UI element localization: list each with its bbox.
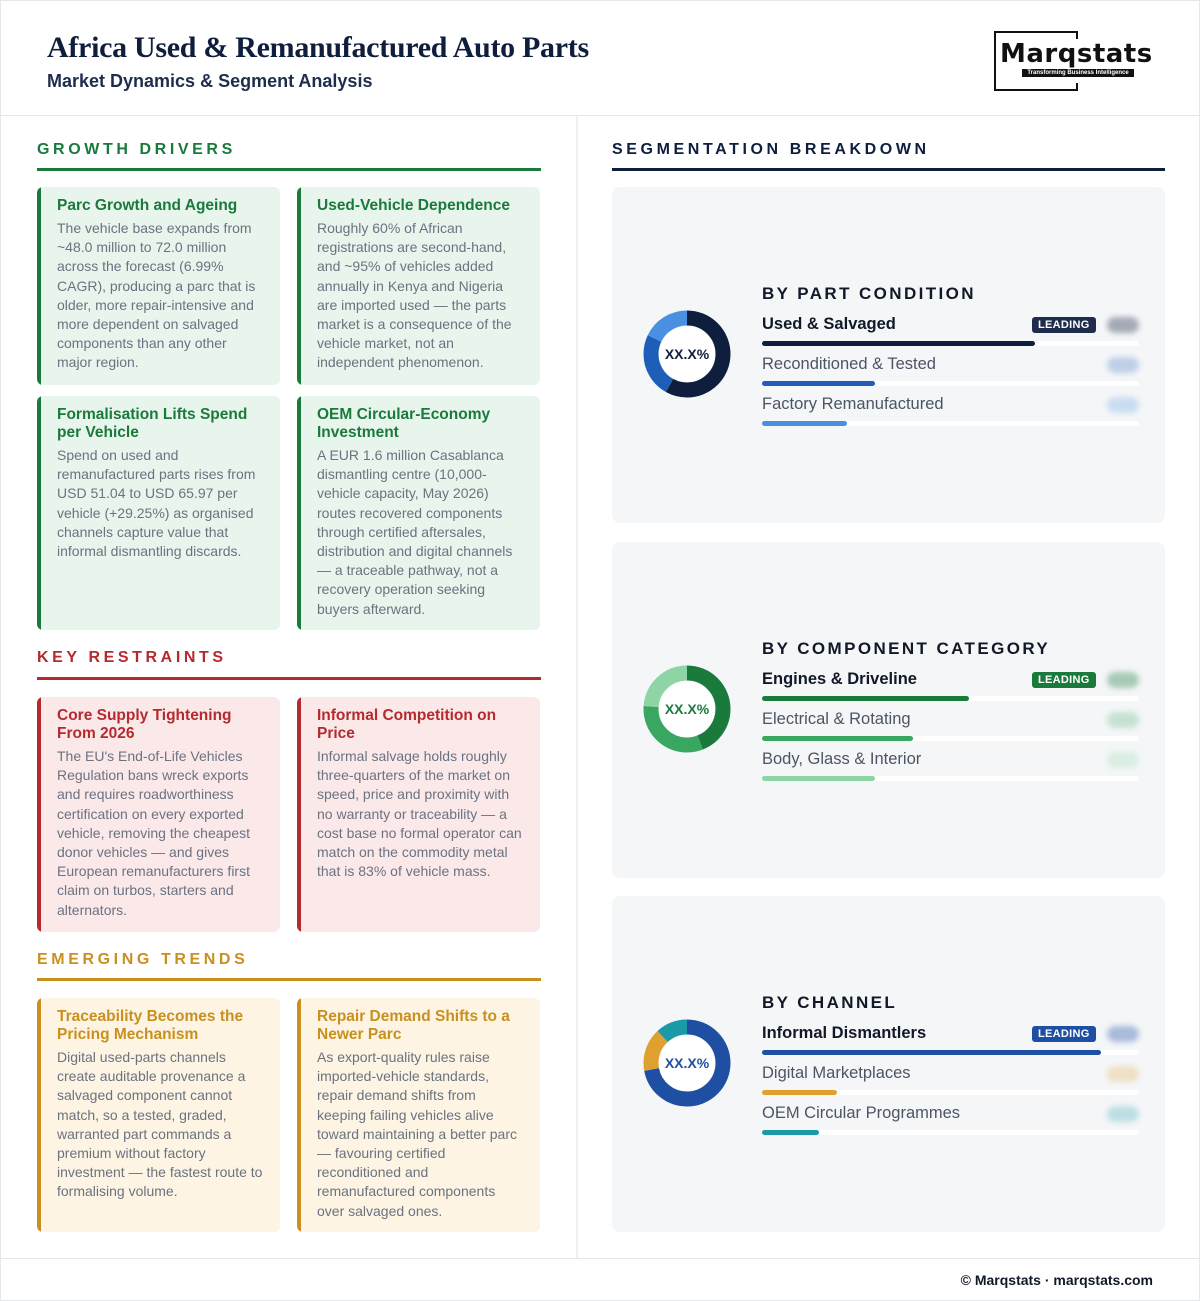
footer-rule xyxy=(1,1258,1200,1259)
segment-row xyxy=(762,710,1139,740)
driver-card-parc-growth xyxy=(37,187,280,385)
donut-center-label: XX.X% xyxy=(664,346,710,362)
card-title: Parc Growth and Ageing xyxy=(57,197,238,214)
trend-card-repair-demand xyxy=(297,998,540,1232)
segment-panel-title: BY COMPONENT CATEGORY xyxy=(762,639,1051,658)
segment-panel-channel xyxy=(612,896,1165,1232)
share-bar-fill xyxy=(762,736,913,741)
driver-card-oem-circular xyxy=(297,396,540,630)
segment-label: Reconditioned & Tested xyxy=(762,355,936,373)
donut-chart xyxy=(642,1018,732,1108)
segmentation-heading: SEGMENTATION BREAKDOWN xyxy=(612,141,930,158)
segment-panel-part-condition xyxy=(612,187,1165,523)
key-restraints-heading: KEY RESTRAINTS xyxy=(37,649,227,666)
segment-row xyxy=(762,315,1139,345)
share-bar-track xyxy=(762,421,1139,426)
driver-card-used-vehicle xyxy=(297,187,540,385)
segment-label: Engines & Driveline xyxy=(762,670,917,688)
segment-label: Electrical & Rotating xyxy=(762,710,911,728)
card-body: Spend on used and remanufactured parts rises from USD 51.04 to USD 65.97 per vehicle (+29.25%) as organised channels capture value that informal dismantling discards. xyxy=(57,447,256,560)
redacted-value xyxy=(1107,752,1139,768)
donut-center-label: XX.X% xyxy=(664,701,710,717)
redacted-value xyxy=(1107,317,1139,333)
share-bar-track xyxy=(762,736,1139,741)
redacted-value xyxy=(1107,672,1139,688)
trend-card-traceability xyxy=(37,998,280,1232)
share-bar-fill xyxy=(762,776,875,781)
segment-row xyxy=(762,1024,1139,1054)
page-title: Africa Used & Remanufactured Auto Parts xyxy=(47,31,589,64)
card-title: Used-Vehicle Dependence xyxy=(317,197,510,214)
segment-row xyxy=(762,670,1139,700)
restraint-card-core-supply xyxy=(37,697,280,932)
driver-card-formalisation xyxy=(37,396,280,630)
page-subtitle: Market Dynamics & Segment Analysis xyxy=(47,71,373,91)
donut-center-label: XX.X% xyxy=(664,1055,710,1071)
card-title: Core Supply Tightening From 2026 xyxy=(57,707,232,742)
share-bar-track xyxy=(762,381,1139,386)
emerging-trends-rule xyxy=(37,978,541,981)
card-body: Digital used-parts channels create auditable provenance a salvaged component cannot match, so a tested, graded, warranted part commands a premium without factory investment — the fastest route to formalising volume. xyxy=(57,1049,263,1200)
segment-label: Digital Marketplaces xyxy=(762,1064,911,1082)
leading-badge: LEADING xyxy=(1032,1026,1096,1042)
card-body: The vehicle base expands from ~48.0 million to 72.0 million across the forecast (6.99% CAGR), producing a parc that is older, more repair-intensive and more dependent on salvaged components than any other major region. xyxy=(57,220,256,371)
segment-label: Informal Dismantlers xyxy=(762,1024,927,1042)
share-bar-fill xyxy=(762,1130,819,1135)
redacted-value xyxy=(1107,1066,1139,1082)
segmentation-rule xyxy=(612,168,1165,171)
card-title: Traceability Becomes the Pricing Mechanism xyxy=(57,1008,244,1043)
share-bar-fill xyxy=(762,1050,1101,1055)
share-bar-track xyxy=(762,1130,1139,1135)
marqstats-logo xyxy=(994,31,1158,91)
card-title: OEM Circular-Economy Investment xyxy=(317,406,491,441)
share-bar-fill xyxy=(762,421,847,426)
growth-drivers-rule xyxy=(37,168,541,171)
restraint-card-informal-competition xyxy=(297,697,540,932)
card-body: Informal salvage holds roughly three-quarters of the market on speed, price and proximity with no warranty or traceability — a cost base no formal operator can match on the commodity metal that is 83% of vehicle mass. xyxy=(317,748,522,880)
leading-badge: LEADING xyxy=(1032,317,1096,333)
redacted-value xyxy=(1107,397,1139,413)
redacted-value xyxy=(1107,1026,1139,1042)
share-bar-track xyxy=(762,1090,1139,1095)
segment-row xyxy=(762,355,1139,385)
share-bar-track xyxy=(762,696,1139,701)
card-body: As export-quality rules raise imported-vehicle standards, repair demand shifts from keeping failing vehicles alive toward maintaining a better parc — favouring certified reconditioned and remanufactured components over salvaged ones. xyxy=(317,1049,517,1219)
card-title: Repair Demand Shifts to a Newer Parc xyxy=(317,1008,510,1043)
card-body: A EUR 1.6 million Casablanca dismantling centre (10,000-vehicle capacity, May 2026) routes recovered components through certified aftersales, distribution and digital channels — a traceable pathway, not a recovery operation seeking buyers afterward. xyxy=(317,447,513,617)
segment-row xyxy=(762,395,1139,425)
share-bar-track xyxy=(762,776,1139,781)
share-bar-track xyxy=(762,1050,1139,1055)
segment-label: OEM Circular Programmes xyxy=(762,1104,961,1122)
leading-badge: LEADING xyxy=(1032,672,1096,688)
share-bar-track xyxy=(762,341,1139,346)
header xyxy=(1,1,1200,116)
segment-row xyxy=(762,1104,1139,1134)
footer-credit: © Marqstats · marqstats.com xyxy=(960,1272,1153,1288)
donut-chart xyxy=(642,309,732,399)
growth-drivers-heading: GROWTH DRIVERS xyxy=(37,141,236,158)
donut-chart xyxy=(642,664,732,754)
logo-frame-tick-bottom xyxy=(1076,83,1078,91)
key-restraints-rule xyxy=(37,677,541,680)
segment-row xyxy=(762,1064,1139,1094)
card-title: Formalisation Lifts Spend per Vehicle xyxy=(57,406,248,441)
column-divider xyxy=(576,116,578,1258)
card-title: Informal Competition on Price xyxy=(317,707,497,742)
redacted-value xyxy=(1107,1106,1139,1122)
share-bar-fill xyxy=(762,1090,837,1095)
segment-label: Used & Salvaged xyxy=(762,315,896,333)
segment-panel-title: BY CHANNEL xyxy=(762,993,898,1012)
share-bar-fill xyxy=(762,341,1035,346)
segment-panel-title: BY PART CONDITION xyxy=(762,284,976,303)
segment-row xyxy=(762,750,1139,780)
share-bar-fill xyxy=(762,381,875,386)
emerging-trends-heading: EMERGING TRENDS xyxy=(37,951,249,968)
segment-panel-component-category xyxy=(612,542,1165,878)
redacted-value xyxy=(1107,357,1139,373)
logo-frame-tick-top xyxy=(1076,31,1078,39)
share-bar-fill xyxy=(762,696,969,701)
card-body: The EU's End-of-Life Vehicles Regulation bans wreck exports and requires roadworthiness certification on every exported vehicle, removing the cheapest donor vehicles — and gives European remanufacturers first claim on turbos, starters and alternators. xyxy=(57,748,250,918)
segment-label: Factory Remanufactured xyxy=(762,395,944,413)
redacted-value xyxy=(1107,712,1139,728)
card-body: Roughly 60% of African registrations are second-hand, and ~95% of vehicles added annually in Kenya and Nigeria are imported used — the parts market is a consequence of the vehicle market, not an independent phenomenon. xyxy=(317,220,512,371)
logo-tagline: Transforming Business Intelligence xyxy=(1022,69,1134,77)
segment-label: Body, Glass & Interior xyxy=(762,750,922,768)
logo-wordmark: Marqstats xyxy=(1000,39,1153,69)
